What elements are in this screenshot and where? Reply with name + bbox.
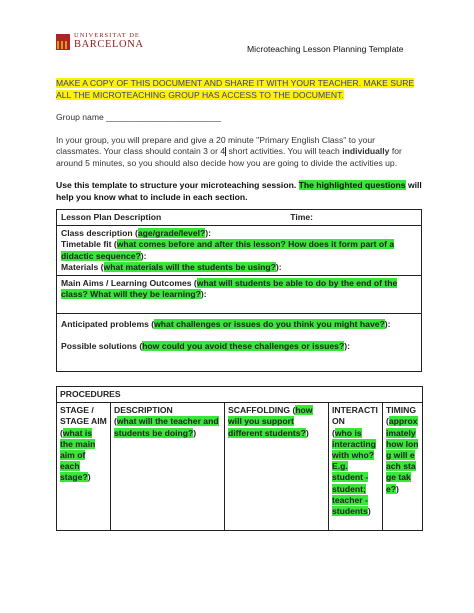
class-desc-hint: age/grade/level? [137,228,206,239]
aims-label: Main Aims / Learning Outcomes ( [61,278,197,289]
intro-part3: for around 5 minutes, so you should also decide how you are going to divide the activities up. [56,146,402,168]
description-column[interactable]: DESCRIPTION (what will the teacher and students be doing?) [111,403,225,531]
intro-paragraph [56,135,422,170]
logo-text [74,33,144,50]
shield-icon [56,34,70,50]
possible-solutions [61,341,417,352]
instructions-paragraph [56,180,422,203]
stage-hint: what is the main aim of each stage? [60,427,96,483]
solutions-label: Possible solutions ( [61,341,143,352]
document-title: Microteaching Lesson Planning Template [247,44,404,54]
class-desc-label: Class description ( [61,228,138,239]
procedures-title: PROCEDURES [57,387,423,403]
description-label: DESCRIPTION [114,405,173,416]
aims-cell[interactable] [57,276,422,314]
scaffolding-hint: how will you support different students? [228,405,313,438]
timetable-end: ): [140,250,147,261]
problems-cell[interactable] [57,314,422,372]
class-info-cell[interactable] [57,226,422,276]
solutions-hint: how could you avoid these challenges or issues? [142,341,345,352]
scaffolding-label: SCAFFOLDING ( [228,405,296,416]
problems-hint: what challenges or issues do you think you might have? [154,319,385,330]
timing-column[interactable]: TIMING (approximately how long will each stage take?) [383,403,423,531]
aims-row[interactable] [57,276,422,314]
anticipated-problems [61,319,417,330]
interaction-label: INTERACTION [332,405,378,427]
class-description [61,228,417,239]
timing-label: TIMING [386,405,417,416]
problems-label: Anticipated problems ( [61,319,155,330]
instructions-text: Use this template to structure your microteaching session. [56,180,299,190]
time-label: Time: [290,212,313,222]
class-info-row[interactable] [57,226,422,276]
notice-paragraph [56,78,422,101]
aims-end: ): [200,289,207,300]
logo-big-text: BARCELONA [74,38,144,50]
timetable-hint: what comes before and after this lesson? How does it form part of a didactic sequence? [61,239,395,261]
timetable-label: Timetable fit ( [61,239,117,250]
intro-part1: In your group, you will prepare and give a 20 minute "Primary English Class" to your classmates. Your class should contain 3 or 4 [56,134,375,156]
intro-part2: short activities. You will teach [226,146,343,156]
intro-bold: individually [342,146,390,156]
description-hint: what will the teacher and students be doing? [114,416,219,438]
document-body [56,78,422,531]
scaffolding-column[interactable]: SCAFFOLDING (how will you support different students?) [225,403,329,531]
lesson-plan-description-label: Lesson Plan Description [61,212,162,222]
problems-end: ): [384,319,391,330]
interaction-column[interactable]: INTERACTION (who is interacting with who? E.g. student - student; teacher - students) [329,403,383,531]
materials-hint: what materials will the students be using? [103,261,276,272]
materials [61,262,417,273]
procedures-table [56,386,423,531]
class-desc-end: ): [205,228,211,239]
notice-text: MAKE A COPY OF THIS DOCUMENT AND SHARE IT WITH YOUR TEACHER. MAKE SURE ALL THE MICROTEACHING GROUP HAS ACCESS TO THE DOCUMENT. [56,78,415,100]
timing-hint: approximately how long will each stage take? [386,416,419,494]
logo-small-text: UNIVERSITAT DE [74,32,140,39]
procedures-columns-row [57,403,423,531]
stage-column[interactable]: STAGE / STAGE AIM (what is the main aim of each stage?) [57,403,111,531]
lesson-header-cell [57,210,422,226]
lesson-plan-table [56,209,422,372]
solutions-end: ): [344,341,350,352]
interaction-hint: who is interacting with who? E.g. student - student; teacher - students [332,427,376,517]
lesson-header-row [57,210,422,226]
aims-hint: what will students be able to do by the end of the class? What will they be learning? [61,278,398,300]
materials-end: ): [275,261,282,272]
group-name-line[interactable]: Group name ________________________ [56,112,221,122]
instructions-text2: will help you know what to include in each section. [56,180,422,202]
stage-label: STAGE / STAGE AIM [60,405,107,427]
procedures-title-row [57,387,423,403]
timetable-fit [61,239,417,261]
instructions-highlight: The highlighted questions [298,180,406,190]
materials-label: Materials ( [61,261,104,272]
university-logo [56,33,144,50]
problems-row[interactable] [57,314,422,372]
